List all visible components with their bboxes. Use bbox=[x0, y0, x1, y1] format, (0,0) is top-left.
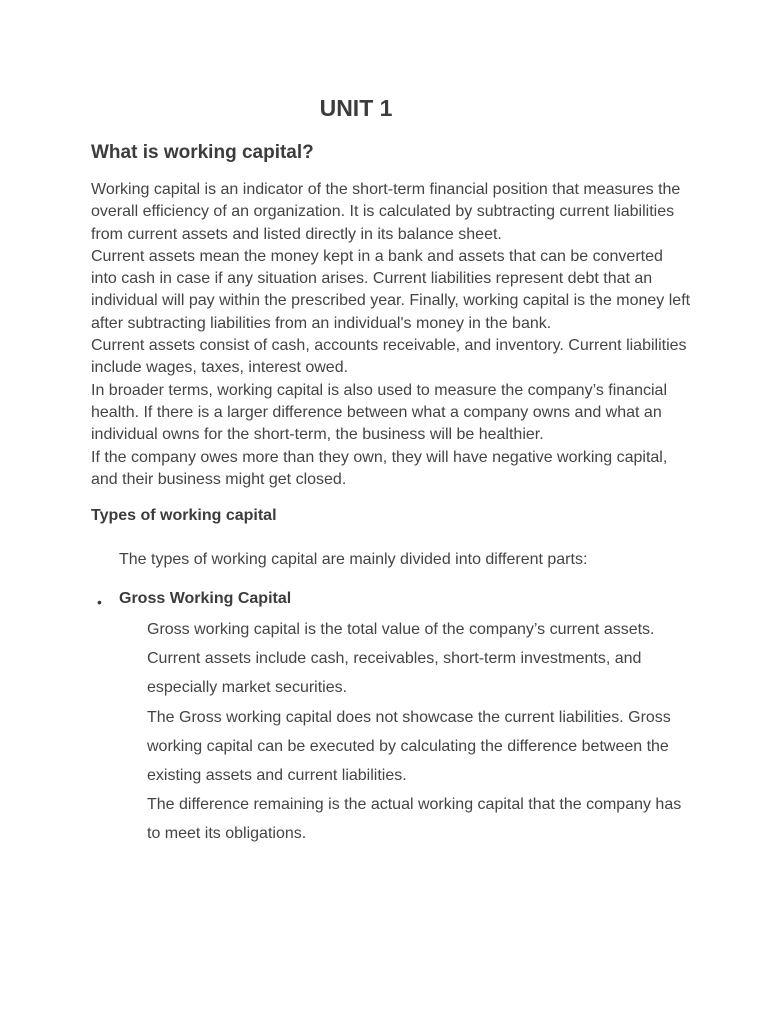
types-heading: Types of working capital bbox=[91, 507, 277, 524]
list-item bbox=[91, 589, 691, 849]
intro-paragraph: Current assets mean the money kept in a bank and assets that can be converted into cash in case if any situation arises. Current liabilities represent debt that an individual will pay within the prescribed year. Finally, working capital is the money left after subtracting liabilities from an individual's money in the bank. bbox=[91, 247, 691, 332]
bullet-body bbox=[147, 615, 687, 849]
bullet-paragraph: Gross working capital is the total value of the company’s current assets. Current assets include cash, receivables, short-term investments, and especially market securities. bbox=[147, 621, 655, 697]
bullet-paragraph: The difference remaining is the actual working capital that the company has to meet its obligations. bbox=[147, 796, 682, 843]
bullet-paragraph: The Gross working capital does not showcase the current liabilities. Gross working capital can be executed by calculating the difference between the existing assets and current liabilities. bbox=[147, 708, 671, 785]
types-intro: The types of working capital are mainly divided into different parts: bbox=[119, 551, 588, 568]
intro-paragraph: Working capital is an indicator of the short-term financial position that measures the overall efficiency of an organization. It is calculated by subtracting current liabilities from current assets and listed directly in its balance sheet. bbox=[91, 181, 681, 243]
types-list bbox=[91, 589, 691, 849]
intro-text bbox=[91, 179, 691, 491]
unit-title: UNIT 1 bbox=[319, 95, 393, 121]
intro-paragraph: If the company owes more than they own, they will have negative working capital, and their business might get closed. bbox=[91, 448, 668, 488]
intro-paragraph: Current assets consist of cash, accounts receivable, and inventory. Current liabilities include wages, taxes, interest owed. bbox=[91, 337, 687, 377]
intro-paragraph: In broader terms, working capital is also used to measure the company’s financial health. If there is a larger difference between what a company owns and what an individual owns for the short-term, the business will be healthier. bbox=[91, 381, 667, 444]
bullet-title: Gross Working Capital bbox=[119, 590, 292, 607]
section-heading: What is working capital? bbox=[91, 142, 314, 163]
bullet-icon: • bbox=[97, 594, 102, 610]
